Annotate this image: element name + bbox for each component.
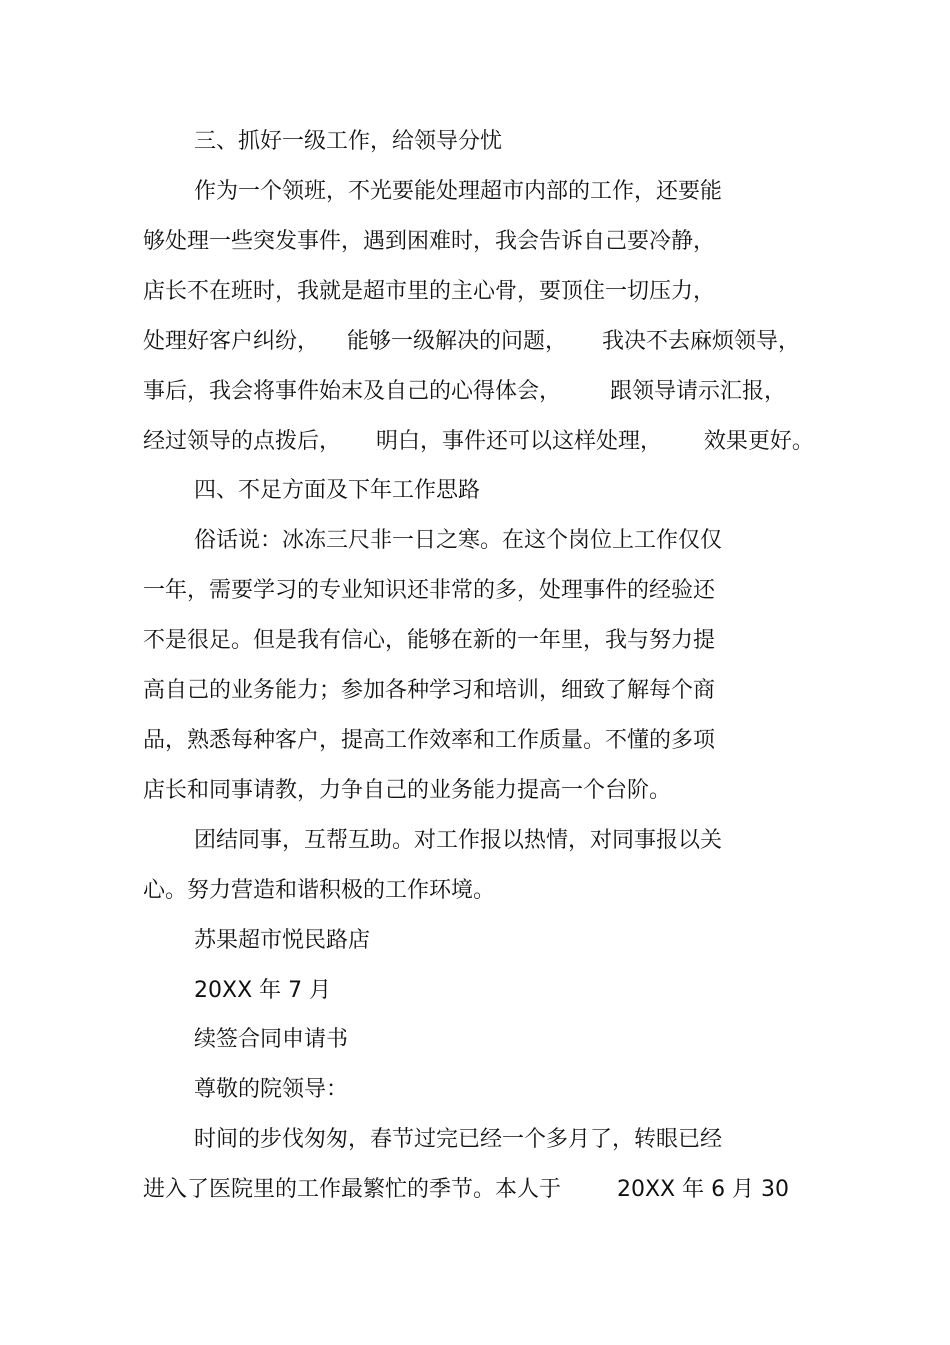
signature-date: 20XX 年 7 月 bbox=[194, 978, 332, 1003]
paragraph-line: 俗话说：冰冻三尺非一日之寒。在这个岗位上工作仅仅 bbox=[194, 528, 723, 553]
paragraph-line: 事后，我会将事件始末及自己的心得体会， 跟领导请示汇报， bbox=[143, 379, 786, 404]
document-title: 续签合同申请书 bbox=[194, 1027, 349, 1052]
paragraph-line: 团结同事，互帮互助。对工作报以热情，对同事报以关 bbox=[194, 828, 723, 853]
paragraph-line: 心。努力营造和谐积极的工作环境。 bbox=[143, 878, 496, 903]
paragraph-line: 品，熟悉每种客户，提高工作效率和工作质量。不懂的多项 bbox=[143, 728, 716, 753]
section-heading-four: 四、不足方面及下年工作思路 bbox=[194, 478, 481, 503]
paragraph-line: 经过领导的点拨后， 明白，事件还可以这样处理， 效果更好。 bbox=[143, 429, 814, 454]
paragraph-line: 作为一个领班，不光要能处理超市内部的工作，还要能 bbox=[194, 179, 723, 204]
paragraph-line: 处理好客户纠纷， 能够一级解决的问题， 我决不去麻烦领导， bbox=[143, 329, 800, 354]
salutation: 尊敬的院领导： bbox=[194, 1077, 349, 1102]
paragraph-line: 店长和同事请教，力争自己的业务能力提高一个台阶。 bbox=[143, 778, 672, 803]
paragraph-line: 够处理一些突发事件，遇到困难时，我会告诉自己要冷静， bbox=[143, 229, 716, 254]
section-heading-three: 三、抓好一级工作，给领导分忧 bbox=[194, 129, 503, 154]
paragraph-line: 店长不在班时，我就是超市里的主心骨，要顶住一切压力， bbox=[143, 279, 716, 304]
paragraph-line: 时间的步伐匆匆，春节过完已经一个多月了，转眼已经 bbox=[194, 1127, 723, 1152]
paragraph-line: 不是很足。但是我有信心，能够在新的一年里，我与努力提 bbox=[143, 628, 716, 653]
paragraph-line: 进入了医院里的工作最繁忙的季节。本人于 20XX 年 6 月 30 bbox=[143, 1177, 790, 1202]
paragraph-line: 一年，需要学习的专业知识还非常的多，处理事件的经验还 bbox=[143, 578, 716, 603]
signature-store-name: 苏果超市悦民路店 bbox=[194, 928, 371, 953]
paragraph-line: 高自己的业务能力；参加各种学习和培训，细致了解每个商 bbox=[143, 678, 716, 703]
